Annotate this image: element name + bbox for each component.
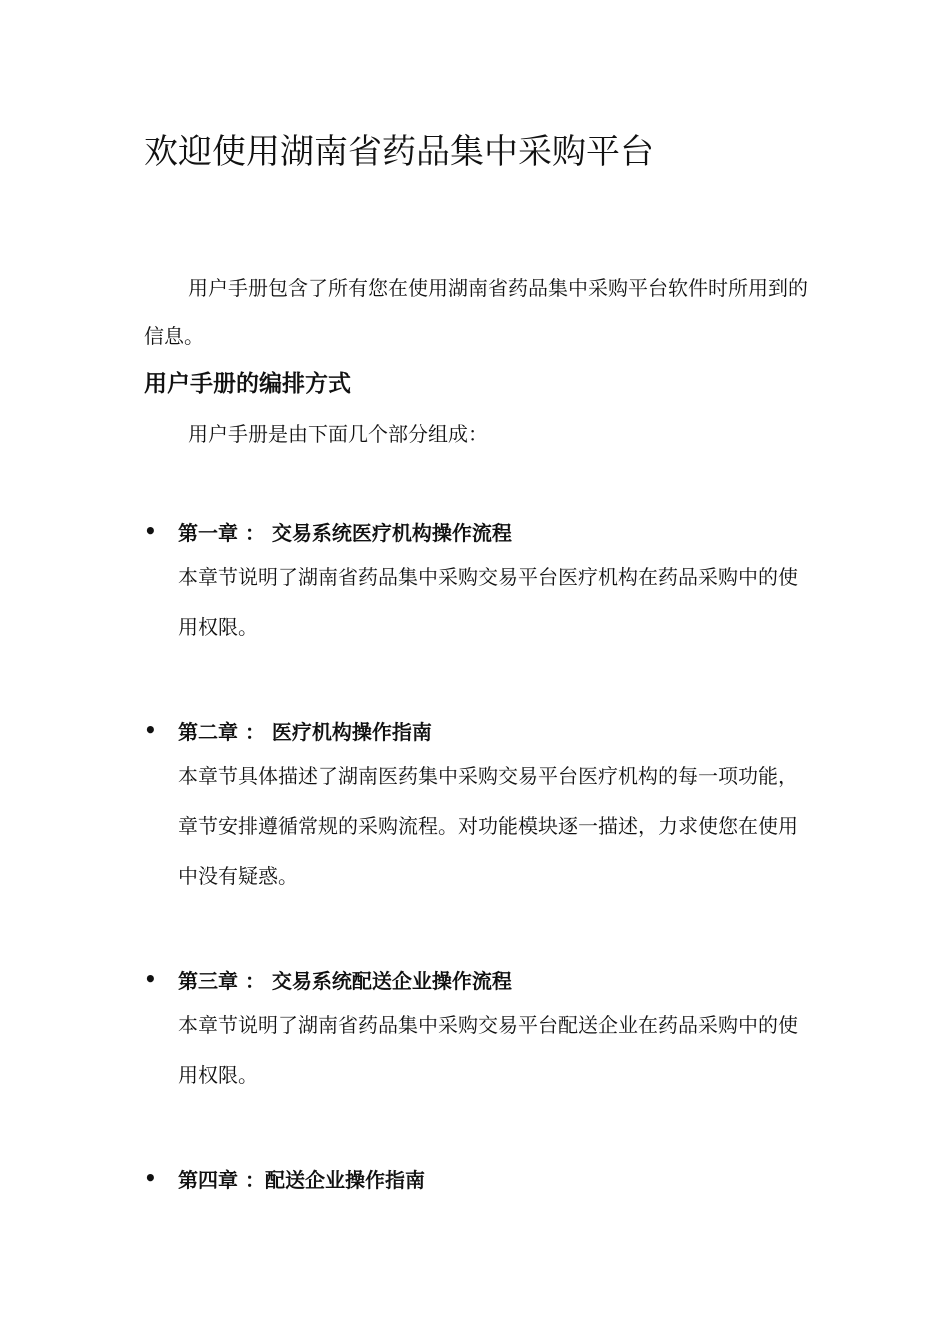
bullet-icon: • <box>144 1166 157 1190</box>
page-title: 欢迎使用湖南省药品集中采购平台 <box>144 132 654 172</box>
chapter-item-3 <box>144 962 808 1100</box>
chapter-item-1 <box>144 514 808 652</box>
chapter-item-4 <box>144 1161 808 1195</box>
chapter-item-2 <box>144 713 808 901</box>
bullet-icon: • <box>144 718 157 742</box>
chapter-description: 本章节说明了湖南省药品集中采购交易平台医疗机构在药品采购中的使用权限。 <box>178 565 798 639</box>
bullet-icon: • <box>144 967 157 991</box>
chapter-heading: 第四章 ：配送企业操作指南 <box>178 1167 425 1192</box>
chapter-heading: 第二章 ： 医疗机构操作指南 <box>178 719 432 744</box>
chapter-heading: 第三章 ： 交易系统配送企业操作流程 <box>178 968 512 993</box>
bullet-icon: • <box>144 519 157 543</box>
section-subtitle: 用户手册是由下面几个部分组成： <box>188 422 488 446</box>
intro-paragraph: 用户手册包含了所有您在使用湖南省药品集中采购平台软件时所用到的信息。 <box>144 276 808 348</box>
chapter-description: 本章节具体描述了湖南医药集中采购交易平台医疗机构的每一项功能，章节安排遵循常规的采购流程。对功能模块逐一描述，力求使您在使用中没有疑惑。 <box>178 764 798 888</box>
chapter-description: 本章节说明了湖南省药品集中采购交易平台配送企业在药品采购中的使用权限。 <box>178 1013 798 1087</box>
chapter-heading: 第一章 ： 交易系统医疗机构操作流程 <box>178 520 512 545</box>
section-heading: 用户手册的编排方式 <box>144 371 351 397</box>
